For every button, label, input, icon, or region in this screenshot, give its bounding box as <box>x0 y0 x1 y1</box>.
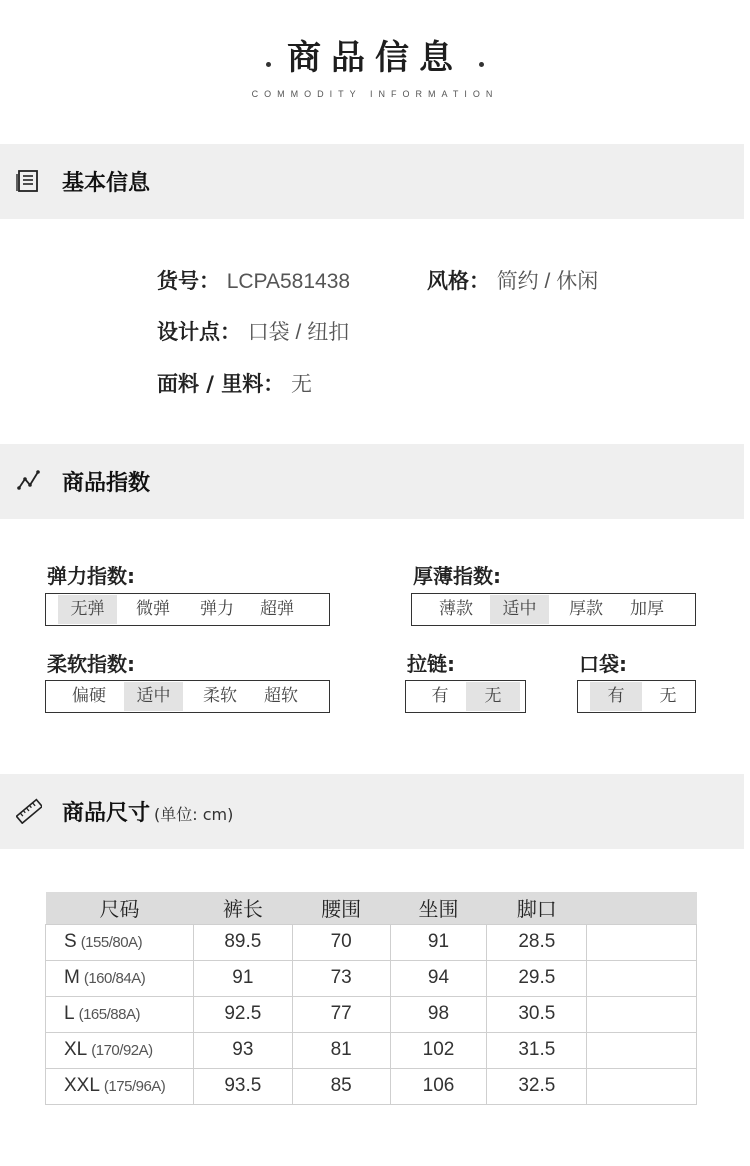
page-header <box>0 30 750 99</box>
size-table <box>45 892 697 1105</box>
style-value: 简约 / 休闲 <box>496 270 599 293</box>
pocket-option: 无 <box>659 686 677 706</box>
section-index-title: 商品指数 <box>62 471 151 496</box>
dot-left-icon <box>266 62 271 67</box>
fabric-value: 无 <box>290 373 312 396</box>
elasticity-option: 无弹 <box>58 595 117 624</box>
elasticity-option: 微弹 <box>136 599 170 619</box>
table-header-row <box>46 892 697 924</box>
basic-row-1 <box>157 265 350 295</box>
size-letter: S <box>64 931 77 952</box>
col-hem: 脚口 <box>487 892 587 924</box>
size-code: (175/96A) <box>103 1078 166 1095</box>
softness-scale <box>45 680 330 713</box>
softness-label: 柔软指数: <box>47 652 135 676</box>
thickness-label: 厚薄指数: <box>413 564 501 588</box>
cell-blank <box>587 1032 697 1068</box>
item-no-label: 货号： <box>157 269 220 293</box>
thickness-option: 薄款 <box>439 599 473 619</box>
softness-option: 适中 <box>124 682 183 711</box>
table-row <box>46 1032 697 1068</box>
softness-option: 偏硬 <box>72 686 106 706</box>
cell-size <box>46 996 194 1032</box>
cell-size <box>46 1032 194 1068</box>
cell-hip: 106 <box>390 1068 487 1104</box>
softness-option: 柔软 <box>203 686 237 706</box>
cell-hip: 91 <box>390 924 487 960</box>
zipper-option: 无 <box>466 682 520 711</box>
col-length: 裤长 <box>193 892 292 924</box>
basic-row-3 <box>157 368 312 398</box>
cell-hem: 32.5 <box>487 1068 587 1104</box>
cell-length: 92.5 <box>193 996 292 1032</box>
item-no-value: LCPA581438 <box>226 270 351 293</box>
cell-hip: 94 <box>390 960 487 996</box>
size-letter: M <box>64 967 80 988</box>
ruler-icon <box>16 798 42 824</box>
zipper-scale <box>405 680 526 713</box>
header-title-row <box>0 30 750 79</box>
cell-hip: 98 <box>390 996 487 1032</box>
zipper-label: 拉链: <box>407 652 455 676</box>
section-size-header <box>0 774 744 849</box>
section-index-header <box>0 444 744 519</box>
section-basic-header <box>0 144 744 219</box>
cell-blank <box>587 1068 697 1104</box>
fabric-label: 面料 / 里料： <box>157 372 285 396</box>
cell-hem: 29.5 <box>487 960 587 996</box>
size-title-text: 商品尺寸 <box>62 801 151 826</box>
document-icon <box>16 168 42 194</box>
cell-blank <box>587 960 697 996</box>
section-size-title <box>62 796 233 827</box>
cell-size <box>46 924 194 960</box>
zipper-option: 有 <box>431 686 449 706</box>
col-size: 尺码 <box>46 892 194 924</box>
elasticity-scale <box>45 593 330 626</box>
table-row <box>46 960 697 996</box>
cell-length: 89.5 <box>193 924 292 960</box>
basic-row-1b <box>427 265 598 295</box>
size-code: (170/92A) <box>91 1042 153 1059</box>
size-code: (155/80A) <box>80 934 143 951</box>
cell-hem: 31.5 <box>487 1032 587 1068</box>
table-row <box>46 996 697 1032</box>
cell-waist: 77 <box>292 996 390 1032</box>
elasticity-option: 超弹 <box>260 599 294 619</box>
cell-blank <box>587 996 697 1032</box>
cell-length: 93 <box>193 1032 292 1068</box>
cell-waist: 85 <box>292 1068 390 1104</box>
col-waist: 腰围 <box>292 892 390 924</box>
page-subtitle: COMMODITY INFORMATION <box>251 89 499 99</box>
softness-option: 超软 <box>264 686 298 706</box>
size-letter: L <box>64 1003 75 1024</box>
pocket-label: 口袋: <box>579 652 627 676</box>
trend-line-icon <box>16 468 42 494</box>
cell-length: 93.5 <box>193 1068 292 1104</box>
pocket-option: 有 <box>590 682 642 711</box>
thickness-option: 适中 <box>490 595 549 624</box>
cell-hem: 28.5 <box>487 924 587 960</box>
cell-length: 91 <box>193 960 292 996</box>
thickness-option: 加厚 <box>630 599 664 619</box>
size-letter: XL <box>64 1039 88 1060</box>
page-title: 商品信息 <box>287 38 463 78</box>
design-label: 设计点： <box>157 320 241 344</box>
size-unit: (单位: cm) <box>154 805 234 824</box>
size-code: (160/84A) <box>83 970 146 987</box>
col-hip: 坐围 <box>390 892 487 924</box>
design-value: 口袋 / 纽扣 <box>247 321 350 344</box>
cell-hip: 102 <box>390 1032 487 1068</box>
cell-hem: 30.5 <box>487 996 587 1032</box>
basic-row-2 <box>157 316 349 346</box>
size-letter: XXL <box>64 1075 100 1096</box>
section-basic-title: 基本信息 <box>62 171 151 196</box>
cell-blank <box>587 924 697 960</box>
thickness-scale <box>411 593 696 626</box>
table-row <box>46 924 697 960</box>
cell-waist: 73 <box>292 960 390 996</box>
cell-waist: 81 <box>292 1032 390 1068</box>
pocket-scale <box>577 680 696 713</box>
dot-right-icon <box>479 62 484 67</box>
table-row <box>46 1068 697 1104</box>
style-label: 风格： <box>427 269 490 293</box>
elasticity-label: 弹力指数: <box>47 564 135 588</box>
thickness-option: 厚款 <box>569 599 603 619</box>
elasticity-option: 弹力 <box>200 599 234 619</box>
size-code: (165/88A) <box>78 1006 140 1023</box>
cell-size <box>46 960 194 996</box>
cell-waist: 70 <box>292 924 390 960</box>
cell-size <box>46 1068 194 1104</box>
col-blank <box>587 892 697 924</box>
